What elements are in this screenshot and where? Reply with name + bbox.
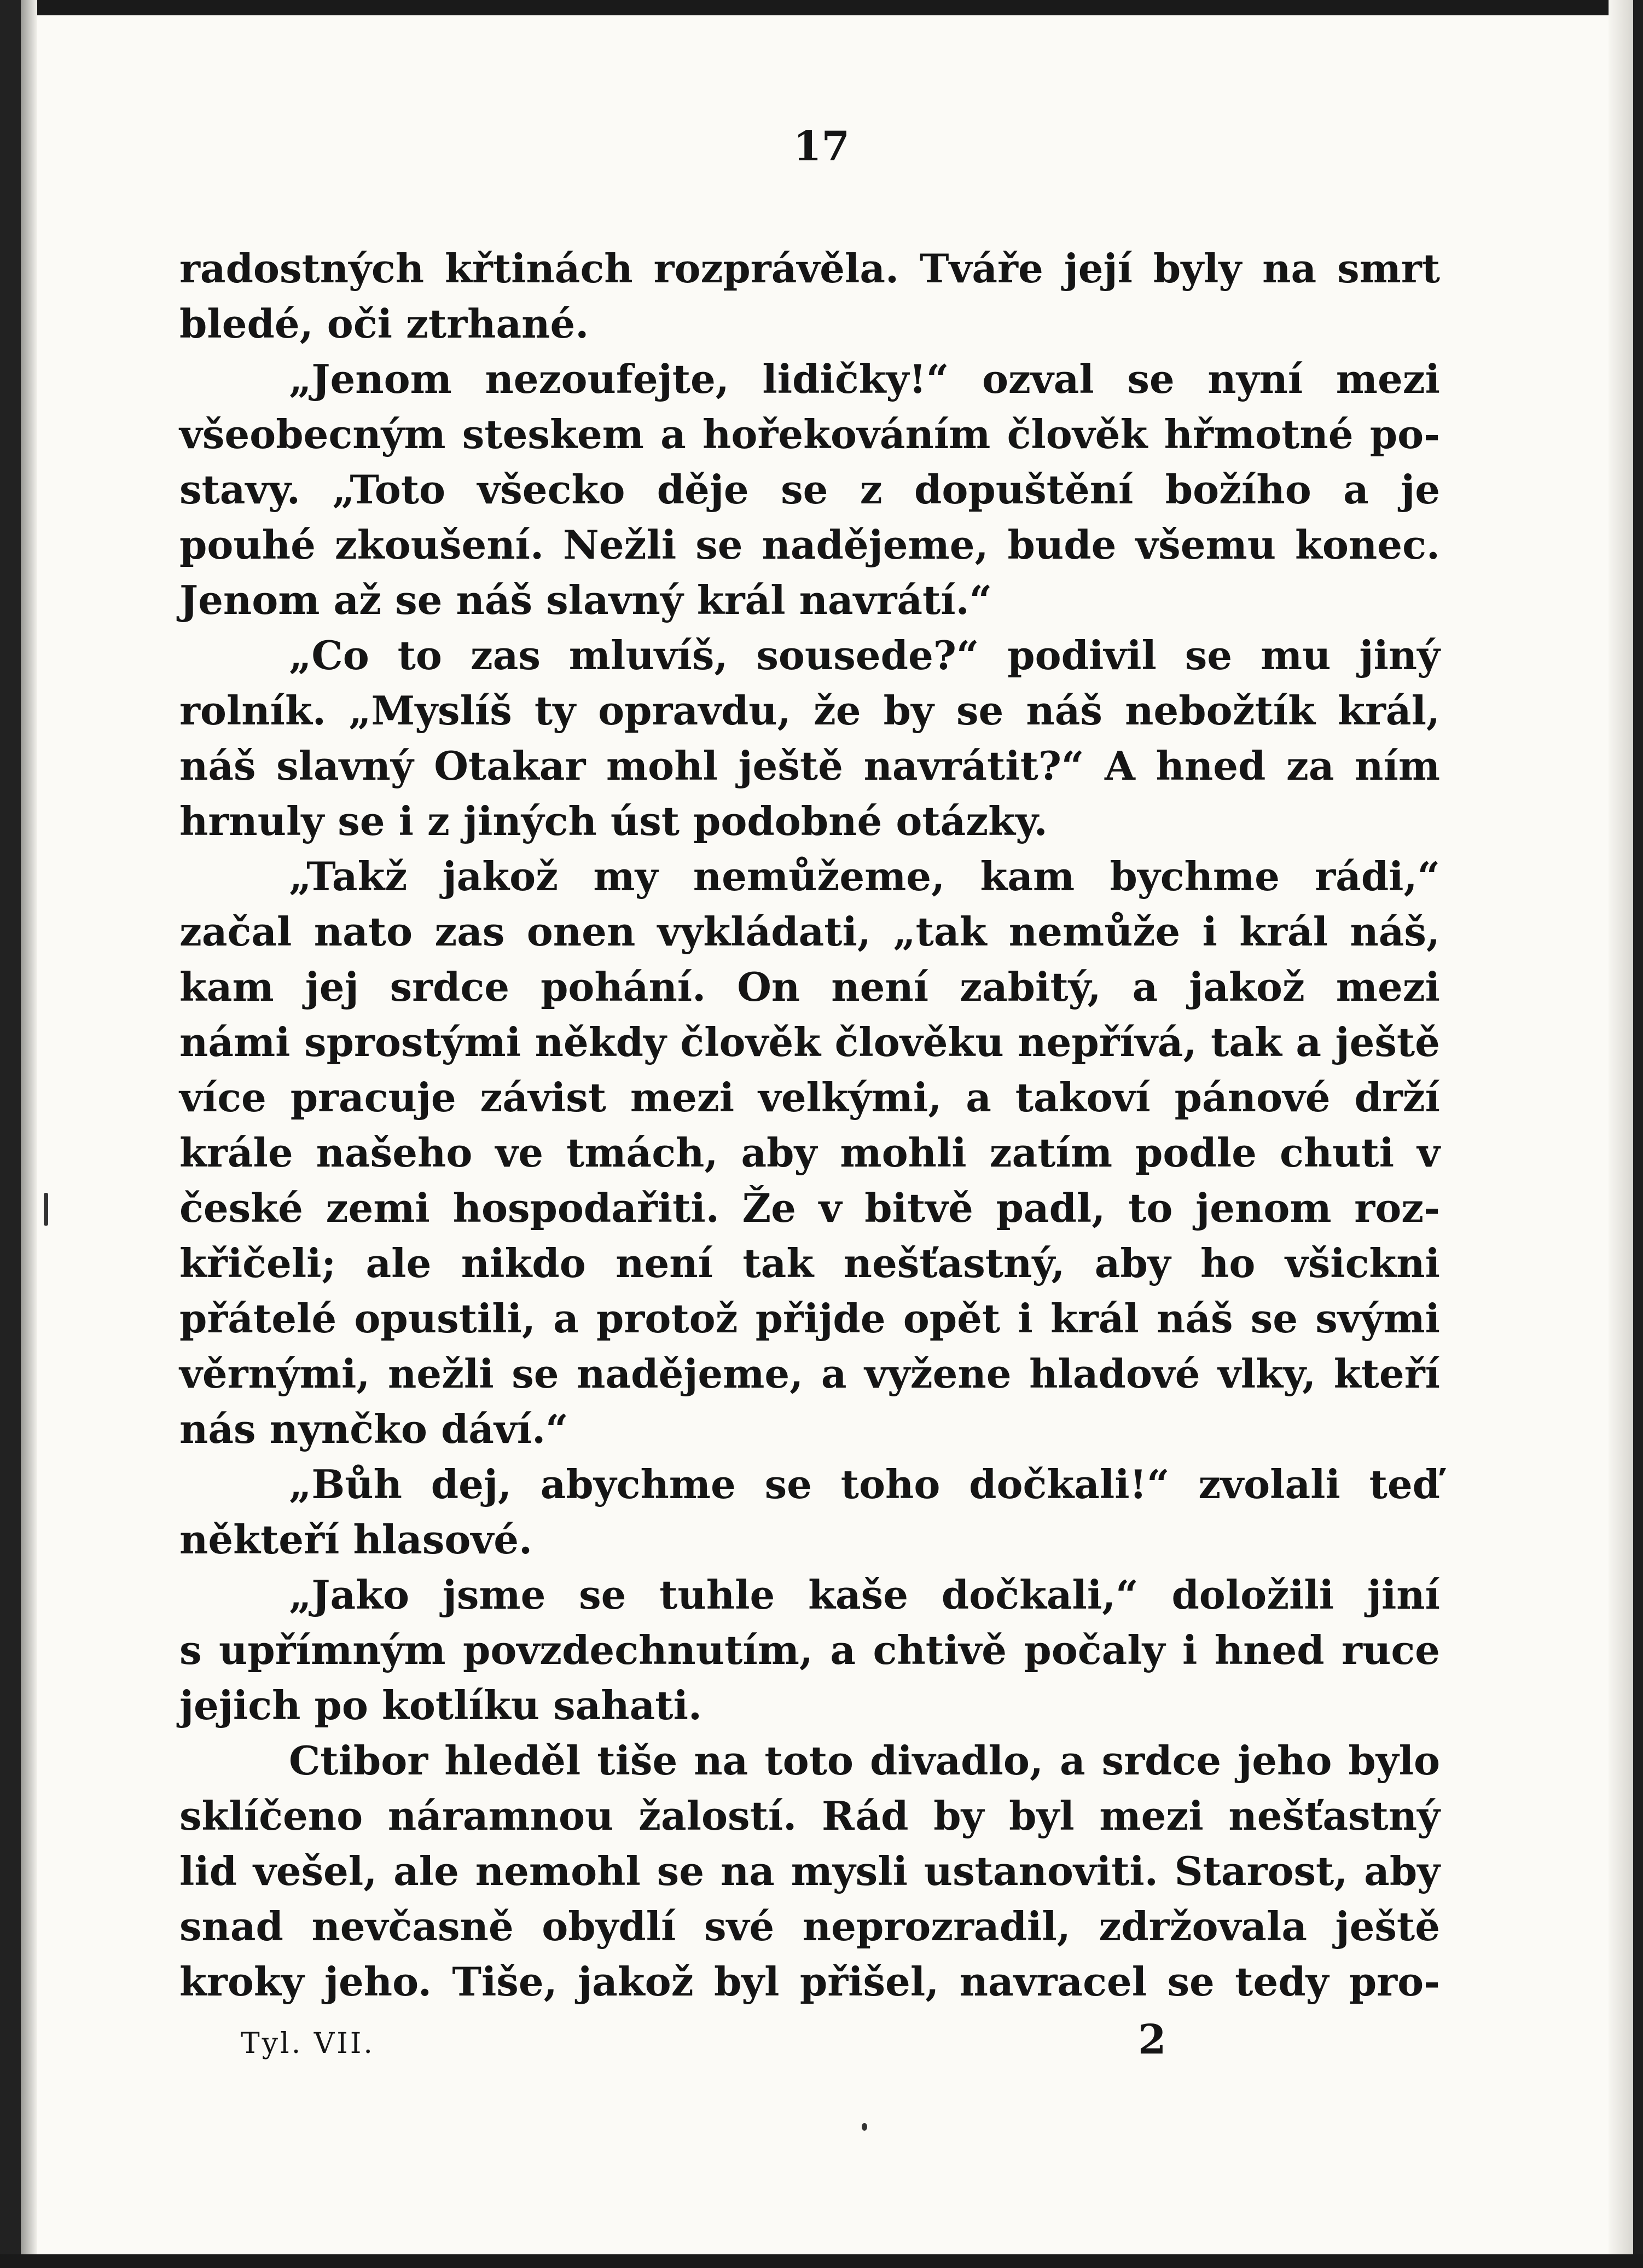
text-line: někteří hlasové.: [179, 1516, 533, 1563]
text-line: Ctibor hleděl tiše na toto divadlo, a srdce jeho bylo: [289, 1737, 1440, 1784]
scan-edge-left: [0, 0, 21, 2268]
text-line: lid vešel, ale nemohl se na mysli ustanoviti. Starost, aby: [179, 1848, 1440, 1894]
text-line: nás nynčko dáví.“: [179, 1406, 568, 1452]
text-line: bledé, oči ztrhané.: [179, 300, 589, 347]
page-edge-shadow: [1609, 0, 1633, 2268]
text-line: kroky jeho. Tiše, jakož byl přišel, navracel se tedy pro-: [179, 1958, 1440, 2005]
text-line: kam jej srdce pohání. On není zabitý, a jakož mezi: [179, 964, 1440, 1010]
text-line: pouhé zkoušení. Nežli se nadějeme, bude všemu konec.: [179, 521, 1440, 568]
text-line: všeobecným steskem a hořekováním člověk hřmotné po-: [179, 411, 1440, 457]
text-line: rolník. „Myslíš ty opravdu, že by se náš nebožtík král,: [179, 687, 1440, 734]
text-line: více pracuje závist mezi velkými, a takoví pánové drží: [179, 1074, 1440, 1121]
text-line: Jenom až se náš slavný král navrátí.“: [179, 577, 992, 623]
text-line: křičeli; ale nikdo není tak nešťastný, aby ho všickni: [179, 1240, 1440, 1286]
text-line: české zemi hospodařiti. Že v bitvě padl, to jenom roz-: [179, 1185, 1440, 1231]
text-line: „Bůh dej, abychme se toho dočkali!“ zvolali teď: [289, 1461, 1440, 1507]
text-line: sklíčeno náramnou žalostí. Rád by byl mezi nešťastný: [179, 1793, 1440, 1839]
text-line: jejich po kotlíku sahati.: [179, 1682, 702, 1728]
ink-speck: [862, 2123, 867, 2131]
body-text: [179, 241, 1440, 2009]
scan-edge-top: [0, 0, 1643, 15]
text-line: s upřímným povzdechnutím, a chtivě počaly i hned ruce: [179, 1627, 1440, 1673]
scan-edge-bottom: [0, 2254, 1643, 2268]
text-line: věrnými, nežli se nadějeme, a vyžene hladové vlky, kteří: [179, 1350, 1440, 1397]
sheet-number: 2: [1138, 2016, 1166, 2063]
text-line: začal nato zas onen vykládati, „tak nemůže i král náš,: [179, 908, 1440, 955]
text-line: hrnuly se i z jiných úst podobné otázky.: [179, 798, 1048, 844]
page-gutter-shadow: [21, 0, 37, 2268]
text-line: přátelé opustili, a protož přijde opět i král náš se svými: [179, 1295, 1440, 1342]
text-line: stavy. „Toto všecko děje se z dopuštění božího a je: [179, 466, 1440, 513]
text-line: „Takž jakož my nemůžeme, kam bychme rádi,“: [289, 853, 1440, 900]
text-line: „Co to zas mluvíš, sousede?“ podivil se mu jiný: [289, 632, 1440, 678]
text-line: „Jako jsme se tuhle kaše dočkali,“ doložili jiní: [289, 1571, 1440, 1618]
text-line: „Jenom nezoufejte, lidičky!“ ozval se nyní mezi: [289, 356, 1440, 402]
text-line: námi sprostými někdy člověk člověku nepřívá, tak a ještě: [179, 1019, 1440, 1065]
page-number: 17: [793, 123, 850, 170]
text-line: krále našeho ve tmách, aby mohli zatím podle chuti v: [179, 1129, 1440, 1176]
page-footer: [241, 2016, 1226, 2066]
scan-edge-right: [1633, 0, 1643, 2268]
text-line: radostných křtinách rozprávěla. Tváře její byly na smrt: [179, 245, 1440, 292]
text-line: náš slavný Otakar mohl ještě navrátit?“ A hned za ním: [179, 743, 1440, 789]
text-line: snad nevčasně obydlí své neprozradil, zdržovala ještě: [179, 1903, 1440, 1950]
ink-speck: [44, 1193, 48, 1226]
printer-signature: Tyl. VII.: [241, 2027, 375, 2060]
